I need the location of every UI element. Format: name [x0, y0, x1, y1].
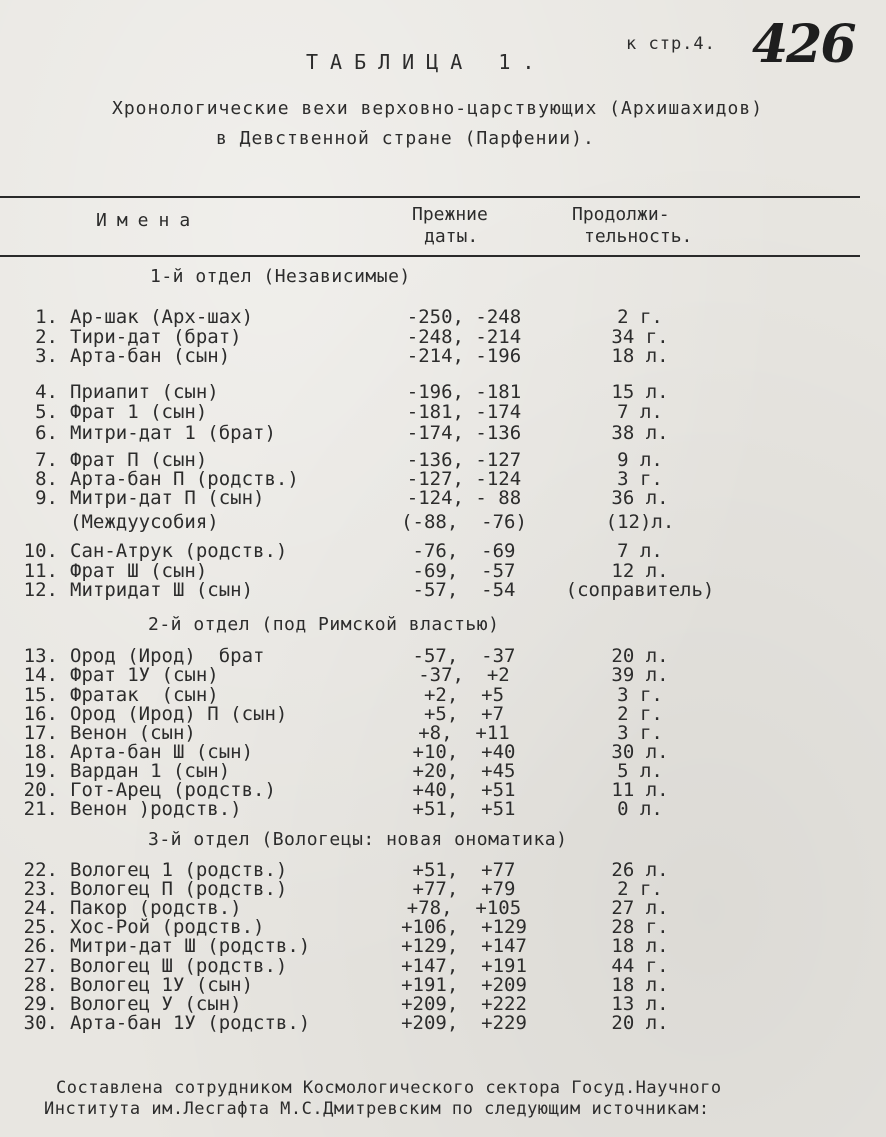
column-header-dates: [412, 204, 488, 248]
ruler-name: Вологец 1 (родств.): [70, 859, 288, 881]
ruler-name: Приапит (сын): [70, 381, 219, 403]
row-number: 26.: [23, 935, 58, 957]
table-row: [0, 511, 880, 531]
table-row: [0, 560, 880, 580]
reign-duration: 3 г.: [617, 684, 663, 706]
ruler-name: Фрат П (сын): [70, 449, 208, 471]
row-number: 15.: [23, 684, 58, 706]
header-top-rule: [0, 196, 860, 198]
table-row: [0, 306, 880, 326]
ruler-dates: +51, +77: [412, 859, 516, 881]
reign-duration: (соправитель): [565, 579, 715, 601]
ruler-name: Венон )родств.): [70, 798, 242, 820]
table-row: [0, 401, 880, 421]
row-number: 17.: [23, 722, 58, 744]
table-row: [0, 326, 880, 346]
ruler-name: Вологец П (родств.): [70, 878, 288, 900]
ruler-name: Хос-Рой (родств.): [70, 916, 265, 938]
reign-duration: 3 г.: [617, 722, 663, 744]
reign-duration: 36 л.: [611, 487, 669, 509]
section-heading-3: 3-й отдел (Вологецы: новая ономатика): [148, 829, 568, 850]
table-row: [0, 684, 880, 704]
table-row: [0, 579, 880, 599]
row-number: 6.: [35, 422, 58, 444]
reign-duration: (12)л.: [605, 511, 675, 533]
table-row: [0, 722, 880, 742]
column-header-dates-line-1: Прежние: [412, 204, 488, 225]
reign-duration: 7 л.: [617, 540, 663, 562]
ruler-dates: -76, -69: [412, 540, 516, 562]
ruler-name: Ород (Ирод) П (сын): [70, 703, 288, 725]
reign-duration: 12 л.: [611, 560, 669, 582]
ruler-dates: -57, -37: [412, 645, 516, 667]
ruler-dates: +5, +7: [423, 703, 505, 725]
column-header-names: Имена: [96, 210, 201, 231]
row-number: 19.: [23, 760, 58, 782]
reign-duration: 18 л.: [611, 974, 669, 996]
ruler-dates: +106, +129: [401, 916, 527, 938]
table-row: [0, 468, 880, 488]
table-row: [0, 955, 880, 975]
table-title: ТАБЛИЦА 1.: [306, 50, 547, 74]
row-number: 22.: [23, 859, 58, 881]
table-row: [0, 540, 880, 560]
row-number: 11.: [23, 560, 58, 582]
reign-duration: 34 г.: [611, 326, 669, 348]
column-header-dates-line-2: даты.: [424, 226, 479, 247]
ruler-name: Гот-Арец (родств.): [70, 779, 276, 801]
table-row: [0, 422, 880, 442]
ruler-dates: +8, +11: [418, 722, 510, 744]
ruler-name: Фрат 1У (сын): [70, 664, 219, 686]
ruler-dates: -248, -214: [406, 326, 522, 348]
table-row: [0, 916, 880, 936]
header-bottom-rule: [0, 255, 860, 257]
handwritten-page-number: 426: [752, 14, 855, 75]
table-row: [0, 449, 880, 469]
column-header-duration-line-2: тельность.: [584, 226, 693, 247]
column-header-duration: [572, 204, 692, 248]
ruler-dates: (-88, -76): [401, 511, 527, 533]
ruler-name: Ород (Ирод) брат: [70, 645, 265, 667]
reign-duration: 39 л.: [611, 664, 669, 686]
row-number: 27.: [23, 955, 58, 977]
row-number: 12.: [23, 579, 58, 601]
table-row: [0, 897, 880, 917]
ruler-dates: +147, +191: [401, 955, 527, 977]
subtitle-line-1: Хронологические вехи верховно-царствующих (Архишахидов): [112, 98, 764, 119]
ruler-dates: +209, +229: [401, 1012, 527, 1034]
ruler-name: Митридат Ш (сын): [70, 579, 254, 601]
row-number: 29.: [23, 993, 58, 1015]
table-row: [0, 760, 880, 780]
table-row: [0, 741, 880, 761]
row-number: 5.: [35, 401, 58, 423]
row-number: 18.: [23, 741, 58, 763]
ruler-name: Фратак (сын): [70, 684, 219, 706]
ruler-name: Фрат 1 (сын): [70, 401, 208, 423]
table-row: [0, 993, 880, 1013]
footer-line-2: Института им.Лесгафта М.С.Дмитревским по следующим источникам:: [44, 1099, 710, 1119]
row-number: 4.: [35, 381, 58, 403]
table-row: [0, 703, 880, 723]
reign-duration: 15 л.: [611, 381, 669, 403]
row-number: 14.: [23, 664, 58, 686]
ruler-dates: -214, -196: [406, 345, 522, 367]
ruler-name: Митри-дат П (сын): [70, 487, 265, 509]
ruler-dates: +77, +79: [412, 878, 516, 900]
row-number: 2.: [35, 326, 58, 348]
ruler-name: Арта-бан (сын): [70, 345, 231, 367]
ruler-dates: +129, +147: [401, 935, 527, 957]
reign-duration: 5 л.: [617, 760, 663, 782]
ruler-dates: +51, +51: [412, 798, 516, 820]
ruler-name: Митри-дат 1 (брат): [70, 422, 276, 444]
row-number: 16.: [23, 703, 58, 725]
ruler-dates: +78, +105: [406, 897, 522, 919]
ruler-dates: +20, +45: [412, 760, 516, 782]
table-row: [0, 878, 880, 898]
table-row: [0, 345, 880, 365]
ruler-dates: -174, -136: [406, 422, 522, 444]
ruler-name: Вологец Ш (родств.): [70, 955, 288, 977]
ruler-name: Вологец У (сын): [70, 993, 242, 1015]
table-row: [0, 798, 880, 818]
subtitle-line-2: в Девственной стране (Парфении).: [216, 128, 595, 149]
reign-duration: 27 л.: [611, 897, 669, 919]
row-number: 1.: [35, 306, 58, 328]
reign-duration: 44 г.: [611, 955, 669, 977]
ruler-dates: -196, -181: [406, 381, 522, 403]
table-row: [0, 381, 880, 401]
ruler-dates: -136, -127: [406, 449, 522, 471]
table-row: [0, 645, 880, 665]
ruler-dates: -124, - 88: [406, 487, 522, 509]
table-row: [0, 1012, 880, 1032]
page-reference: к стр.4.: [626, 34, 716, 54]
ruler-dates: -69, -57: [412, 560, 516, 582]
ruler-name: Пакор (родств.): [70, 897, 242, 919]
ruler-name: Венон (сын): [70, 722, 196, 744]
ruler-dates: -250, -248: [406, 306, 522, 328]
ruler-name: Вологец 1У (сын): [70, 974, 254, 996]
table-row: [0, 935, 880, 955]
ruler-dates: -181, -174: [406, 401, 522, 423]
ruler-name: Фрат Ш (сын): [70, 560, 208, 582]
row-number: 30.: [23, 1012, 58, 1034]
reign-duration: 7 л.: [617, 401, 663, 423]
ruler-name: (Междуусобия): [70, 511, 219, 533]
row-number: 7.: [35, 449, 58, 471]
table-row: [0, 487, 880, 507]
section-heading-2: 2-й отдел (под Римской властью): [148, 614, 500, 635]
row-number: 8.: [35, 468, 58, 490]
reign-duration: 0 л.: [617, 798, 663, 820]
ruler-dates: +40, +51: [412, 779, 516, 801]
ruler-name: Митри-дат Ш (родств.): [70, 935, 311, 957]
reign-duration: 20 л.: [611, 1012, 669, 1034]
table-row: [0, 779, 880, 799]
reign-duration: 11 л.: [611, 779, 669, 801]
row-number: 24.: [23, 897, 58, 919]
ruler-dates: -37, +2: [418, 664, 510, 686]
footer-line-1: Составлена сотрудником Космологического сектора Госуд.Научного: [56, 1078, 722, 1098]
reign-duration: 2 г.: [617, 878, 663, 900]
ruler-name: Сан-Атрук (родств.): [70, 540, 288, 562]
row-number: 23.: [23, 878, 58, 900]
table-row: [0, 664, 880, 684]
ruler-dates: +10, +40: [412, 741, 516, 763]
reign-duration: 3 г.: [617, 468, 663, 490]
ruler-name: Вардан 1 (сын): [70, 760, 231, 782]
row-number: 28.: [23, 974, 58, 996]
reign-duration: 20 л.: [611, 645, 669, 667]
row-number: 20.: [23, 779, 58, 801]
reign-duration: 18 л.: [611, 935, 669, 957]
reign-duration: 28 г.: [611, 916, 669, 938]
reign-duration: 18 л.: [611, 345, 669, 367]
ruler-dates: +2, +5: [423, 684, 505, 706]
table-row: [0, 974, 880, 994]
reign-duration: 13 л.: [611, 993, 669, 1015]
ruler-name: Ар-шак (Арх-шах): [70, 306, 254, 328]
ruler-name: Арта-бан 1У (родств.): [70, 1012, 311, 1034]
reign-duration: 38 л.: [611, 422, 669, 444]
table-row: [0, 859, 880, 879]
ruler-dates: +209, +222: [401, 993, 527, 1015]
section-heading-1: 1-й отдел (Независимые): [150, 266, 411, 287]
row-number: 25.: [23, 916, 58, 938]
ruler-dates: -127, -124: [406, 468, 522, 490]
ruler-name: Арта-бан Ш (сын): [70, 741, 254, 763]
row-number: 21.: [23, 798, 58, 820]
ruler-dates: +191, +209: [401, 974, 527, 996]
ruler-name: Тири-дат (брат): [70, 326, 242, 348]
reign-duration: 2 г.: [617, 306, 663, 328]
reign-duration: 26 л.: [611, 859, 669, 881]
row-number: 13.: [23, 645, 58, 667]
reign-duration: 9 л.: [617, 449, 663, 471]
column-header-duration-line-1: Продолжи-: [572, 204, 670, 225]
ruler-name: Арта-бан П (родств.): [70, 468, 299, 490]
reign-duration: 2 г.: [617, 703, 663, 725]
row-number: 3.: [35, 345, 58, 367]
row-number: 9.: [35, 487, 58, 509]
reign-duration: 30 л.: [611, 741, 669, 763]
ruler-dates: -57, -54: [412, 579, 516, 601]
row-number: 10.: [23, 540, 58, 562]
